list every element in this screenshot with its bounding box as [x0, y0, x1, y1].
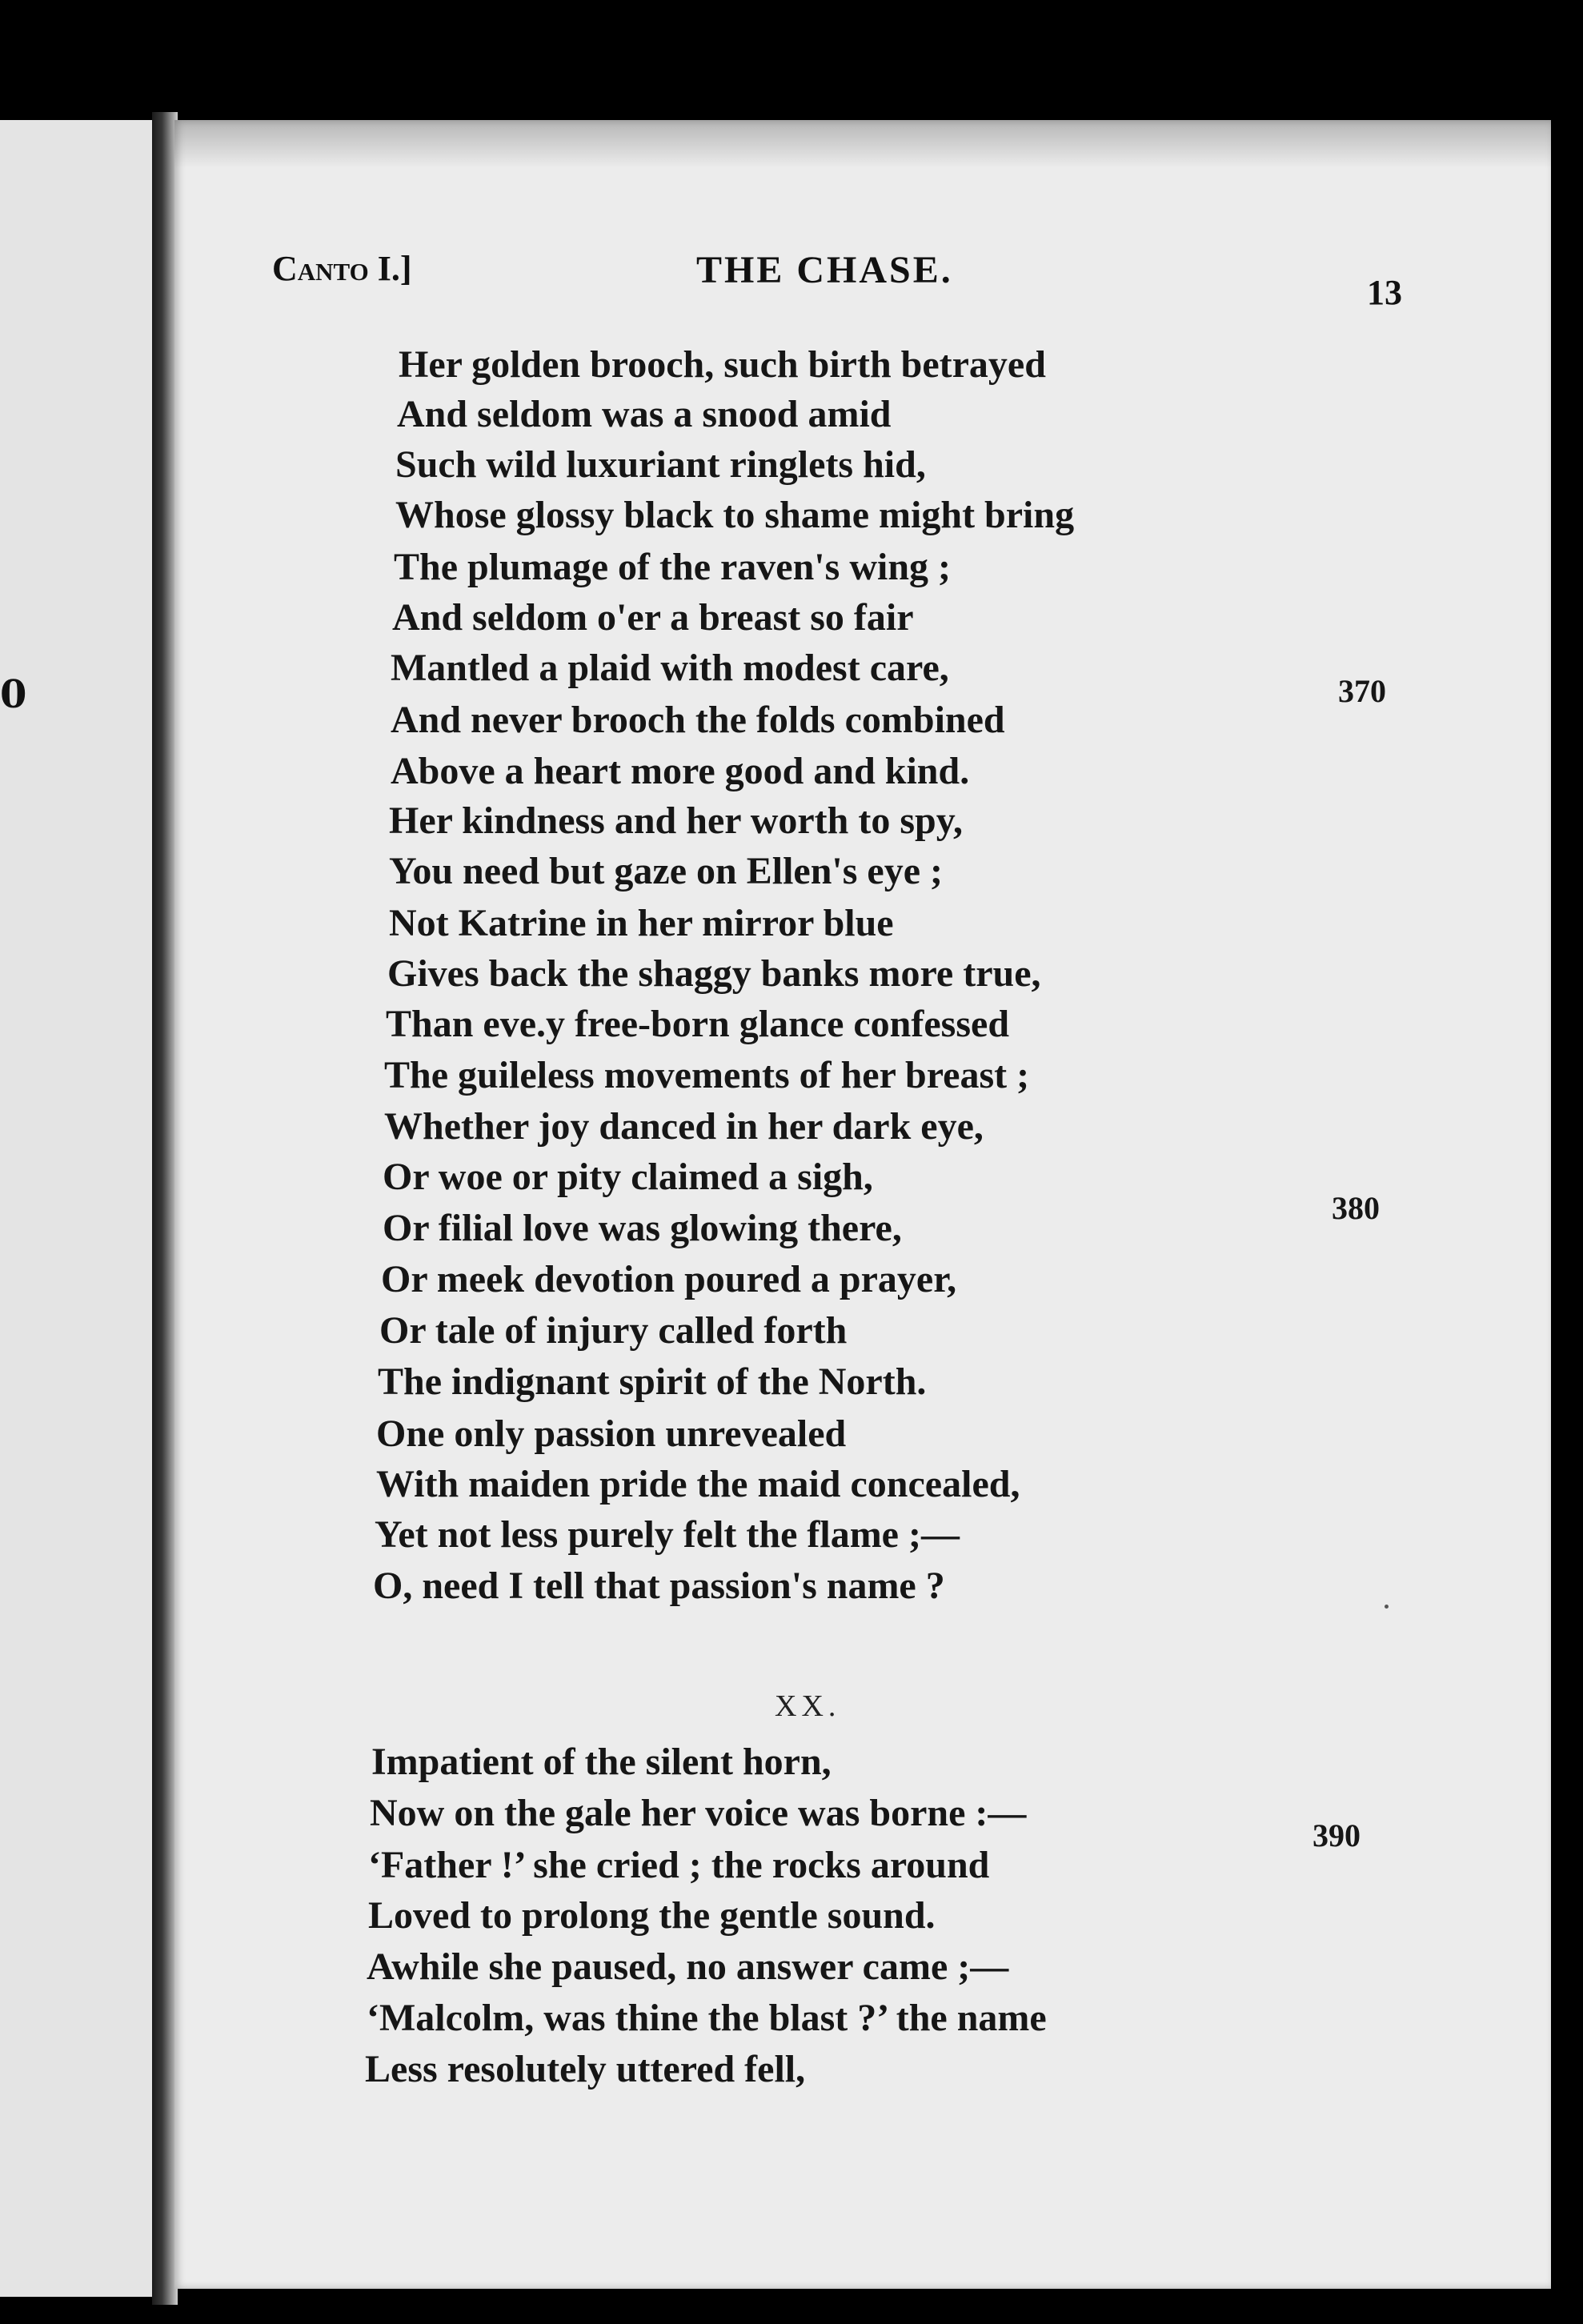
verse-line: Or meek devotion poured a prayer, [381, 1258, 957, 1300]
canto-label: Canto I.] [272, 249, 412, 288]
verse-line: Her kindness and her worth to spy, [389, 799, 964, 842]
verse-line: And seldom was a snood amid [397, 393, 892, 435]
verse-line: ‘Malcolm, was thine the blast ?’ the name [367, 1997, 1047, 2039]
verse-line: The plumage of the raven's wing ; [394, 546, 951, 588]
verse-line: Gives back the shaggy banks more true, [387, 952, 1041, 995]
verse-line: Loved to prolong the gentle sound. [368, 1894, 936, 1937]
verse-line: Or woe or pity claimed a sigh, [383, 1156, 873, 1198]
verse-line: With maiden pride the maid concealed, [376, 1463, 1020, 1505]
line-number: 380 [1332, 1190, 1380, 1226]
line-number: 390 [1312, 1817, 1361, 1853]
verse-line: Than eve.y free-born glance confessed [386, 1003, 1010, 1045]
verse-line: Or tale of injury called forth [379, 1309, 848, 1352]
verse-line: Yet not less purely felt the flame ;— [375, 1513, 960, 1556]
previous-page-text-fragment: 0 [0, 672, 27, 717]
verse-line: Whether joy danced in her dark eye, [384, 1105, 984, 1148]
page-number: 13 [1367, 273, 1402, 312]
verse-line: Not Katrine in her mirror blue [389, 902, 894, 944]
verse-line: The guileless movements of her breast ; [384, 1054, 1030, 1096]
verse-line: Her golden brooch, such birth betrayed [399, 343, 1046, 386]
verse-line: Mantled a plaid with modest care, [391, 647, 949, 689]
verse-line: O, need I tell that passion's name ? [373, 1565, 945, 1607]
verse-line: Or filial love was glowing there, [383, 1207, 902, 1249]
verse-line: The indignant spirit of the North. [378, 1360, 927, 1403]
verse-line: Less resolutely uttered fell, [365, 2048, 806, 2090]
verse-line: One only passion unrevealed [376, 1412, 847, 1455]
stanza-heading: XX. [775, 1689, 841, 1723]
verse-line: ‘Father !’ she cried ; the rocks around [368, 1844, 990, 1886]
verse-line: And seldom o'er a breast so fair [392, 596, 914, 639]
verse-line: Above a heart more good and kind. [391, 750, 970, 792]
verse-line: Impatient of the silent horn, [371, 1741, 832, 1783]
print-speck [1385, 1605, 1389, 1609]
page-title: THE CHASE. [696, 249, 953, 291]
line-number: 370 [1338, 673, 1386, 709]
verse-line: And never brooch the folds combined [391, 699, 1005, 741]
verse-line: Awhile she paused, no answer came ;— [367, 1945, 1009, 1988]
verse-line: Now on the gale her voice was borne :— [370, 1792, 1027, 1834]
verse-line: You need but gaze on Ellen's eye ; [389, 850, 944, 892]
verse-line: Such wild luxuriant ringlets hid, [395, 443, 926, 486]
verse-line: Whose glossy black to shame might bring [395, 494, 1075, 536]
